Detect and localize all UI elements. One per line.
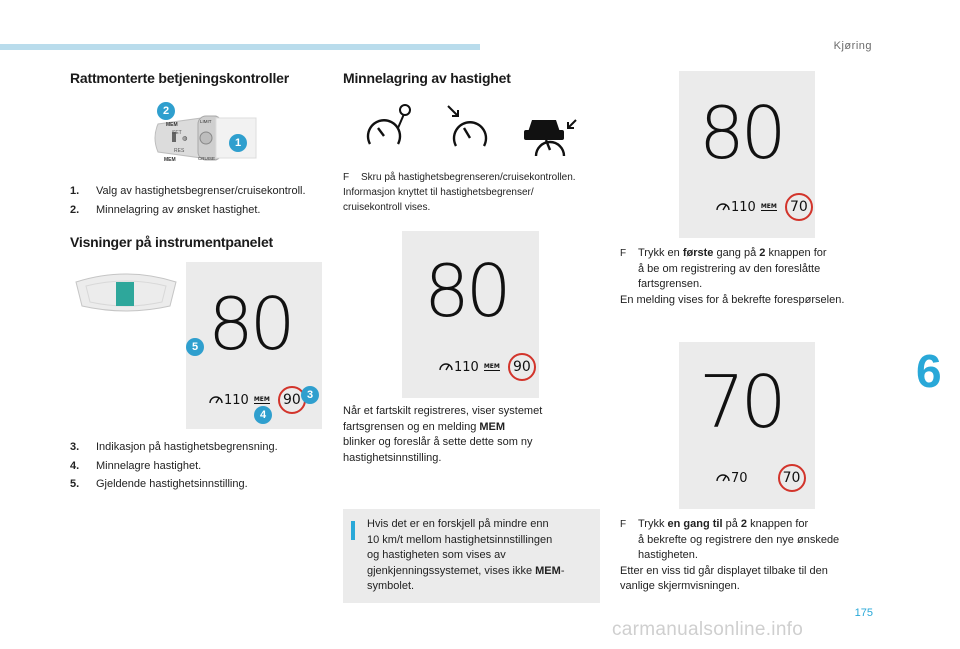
step-first-press: F Trykk en første gang på 2 knappen for å be om registrering av den foreslåtte fartsgrensen. En melding vises for å bekrefte forespørselen.: [620, 246, 890, 308]
current-speed: 80: [208, 282, 292, 366]
callout-4: 4: [254, 406, 272, 424]
callout-3: 3: [301, 386, 319, 404]
mem-badge: MEM: [253, 396, 270, 403]
speed-sign: 90: [508, 353, 536, 381]
speed-sign: 70: [785, 193, 813, 221]
list-item: 5. Gjeldende hastighetsinnstilling.: [70, 478, 248, 490]
display-panel-cluster: [186, 262, 322, 429]
info-box: [343, 509, 600, 603]
step-hook: F: [343, 172, 350, 183]
current-speed: 70: [699, 360, 783, 444]
callout-2: 2: [157, 102, 175, 120]
info-text: Hvis det er en forskjell på mindre enn 10 km/t mellom hastighetsinnstillingen og hastigheten som vises av gjenkjenningssystemet, vises ikke MEM- symbolet.: [367, 518, 565, 592]
list-item: 1. Valg av hastighetsbegrenser/cruisekontroll.: [70, 185, 306, 197]
stalk-label-cruise: CRUISE: [198, 156, 216, 161]
info-marker: [351, 521, 355, 540]
stalk-label-set: SET: [172, 130, 182, 136]
speed-gauge-icon: [208, 391, 224, 409]
speed-gauge-icon: [715, 469, 731, 487]
svg-text:◍: ◍: [182, 135, 188, 142]
detection-paragraph: Når et fartskilt registreres, viser systemet fartsgrensen og en melding MEM blinker og foreslår å sette dette som ny hastighetsinnstilling.: [343, 405, 543, 464]
stalk-label-mem-bottom: MEM: [164, 157, 176, 163]
speed-indicator-row: [438, 353, 536, 381]
instrument-cluster-icon: [72, 268, 180, 316]
section-title-memorization: Minnelagring av hastighet: [343, 70, 511, 86]
stalk-label-res: RES: [174, 148, 185, 154]
callout-1: 1: [229, 134, 247, 152]
step-turn-on: F Skru på hastighetsbegrenseren/cruisekontrollen. Informasjon knyttet til hastighetsbegrenser/ cruisekontroll vises.: [343, 172, 576, 213]
mem-badge: MEM: [483, 363, 500, 370]
stalk-label-limit: LIMIT: [200, 119, 212, 124]
speed-sign: 90: [278, 386, 306, 414]
speed-sign: 70: [778, 464, 806, 492]
chapter-title: Kjøring: [833, 40, 872, 52]
current-speed: 80: [699, 91, 783, 175]
chapter-number: 6: [916, 345, 942, 397]
step-hook: F: [620, 248, 627, 259]
memorized-speed: 110: [454, 359, 479, 375]
mem-word: MEM: [479, 420, 506, 433]
speed-gauge-icon: [715, 198, 731, 216]
display-panel-proposed: [679, 71, 815, 238]
stalk-label-mem-top: MEM: [166, 122, 178, 128]
display-panel-confirmed: [679, 342, 815, 509]
current-speed: 80: [424, 249, 508, 333]
list-item: 4. Minnelagre hastighet.: [70, 459, 202, 472]
page-number: 175: [854, 607, 873, 619]
cluster-illustration: [72, 268, 180, 316]
gauge-pin-icon: [364, 100, 414, 155]
section-title-controls: Rattmonterte betjeningskontroller: [70, 70, 289, 86]
header-bar: [0, 44, 480, 50]
list-item: 3. Indikasjon på hastighetsbegrensning.: [70, 441, 278, 453]
mem-badge: MEM: [760, 203, 777, 210]
watermark: carmanualsonline.info: [612, 619, 804, 640]
controls-list: [70, 184, 335, 218]
callout-5: 5: [186, 338, 204, 356]
list-item: 2. Minnelagring av ønsket hastighet.: [70, 203, 261, 216]
memorized-speed: 70: [731, 470, 748, 486]
memorized-speed: 110: [731, 199, 756, 215]
step-hook: F: [620, 519, 627, 530]
displays-list: [70, 440, 335, 493]
note-confirmation: En melding vises for å bekrefte forespørselen.: [620, 293, 845, 306]
memorized-speed: 110: [224, 392, 249, 408]
gauge-arrow-icon: [446, 104, 496, 155]
speed-indicator-row: [715, 193, 813, 221]
speed-gauge-icon: [438, 358, 454, 376]
car-gauge-icon: [522, 110, 578, 165]
speed-indicator-row: [715, 464, 806, 492]
step-second-press: F Trykk en gang til på 2 knappen for å bekrefte og registrere den nye ønskede hastigheten. Etter en viss tid går displayet tilbake til den vanlige skjermvisningen.: [620, 517, 890, 595]
section-title-displays: Visninger på instrumentpanelet: [70, 234, 274, 250]
display-panel-detected: [402, 231, 539, 398]
note-return: Etter en viss tid går displayet tilbake til den: [620, 564, 828, 577]
